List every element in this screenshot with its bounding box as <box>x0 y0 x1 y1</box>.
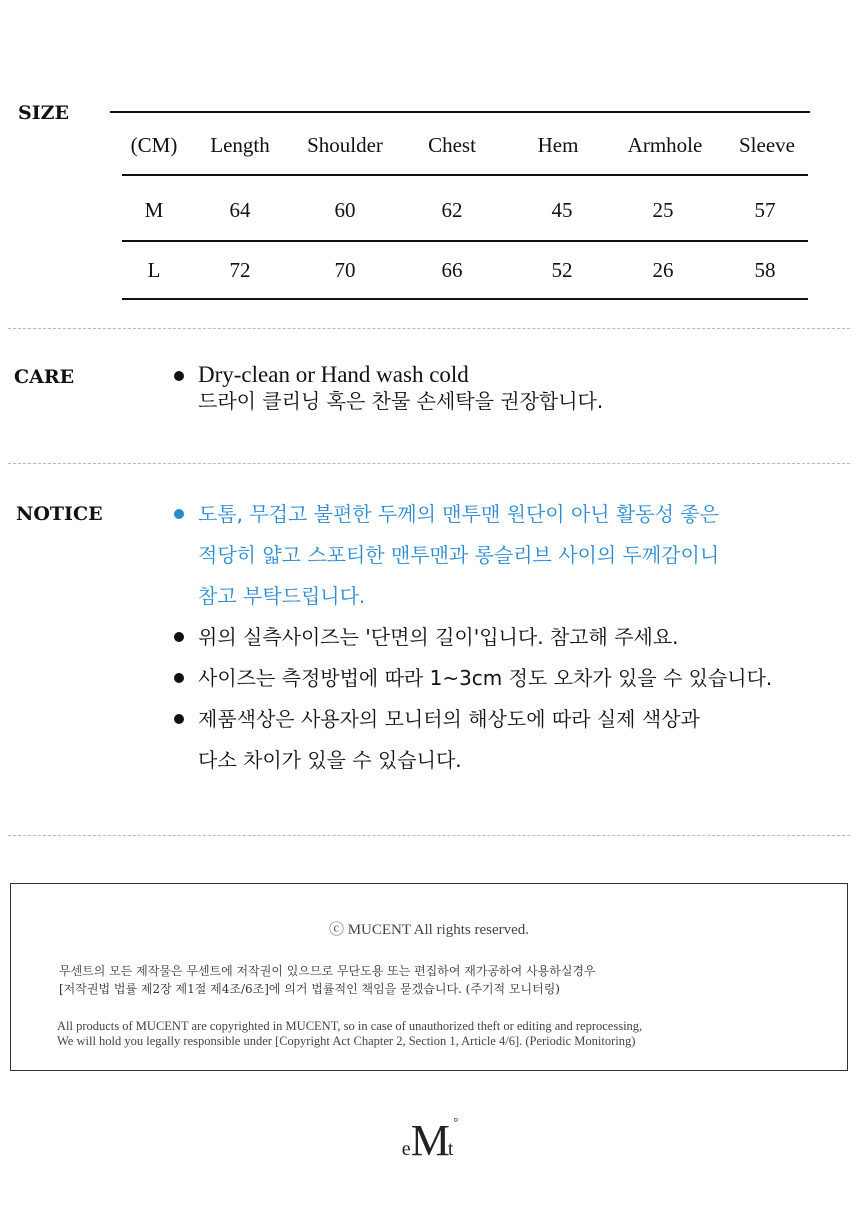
size-row-l-armhole: 26 <box>652 258 674 282</box>
notice-item <box>172 658 772 699</box>
size-header-unit: (CM) <box>130 133 178 157</box>
bullet-icon <box>174 673 184 683</box>
section-divider <box>8 328 850 329</box>
notice-item <box>172 699 772 781</box>
notice-item-text: 사이즈는 측정방법에 따라 1~3cm 정도 오차가 있을 수 있습니다. <box>198 666 773 690</box>
size-row-l-sleeve: 58 <box>754 258 776 282</box>
size-row-l-shoulder: 70 <box>334 258 356 282</box>
size-header-length: Length <box>210 133 270 157</box>
bullet-icon <box>174 632 184 642</box>
size-table-header-rule <box>122 174 808 176</box>
size-header-chest: Chest <box>428 133 476 157</box>
size-row-l-hem: 52 <box>551 258 573 282</box>
care-item-english: Dry-clean or Hand wash cold <box>198 362 469 387</box>
copyright-title: ⓒ MUCENT All rights reserved. <box>328 922 530 938</box>
size-table-row-rule <box>122 240 808 242</box>
copyright-korean-line: 무센트의 모든 제작물은 무센트에 저작권이 있으므로 무단도용 또는 편집하여 재가공하여 사용하실경우 <box>59 964 596 978</box>
size-row-m-length: 64 <box>229 198 251 222</box>
size-header-hem: Hem <box>537 133 579 157</box>
logo-mark: ° <box>453 1115 459 1129</box>
care-item <box>172 362 603 414</box>
bullet-icon <box>174 509 184 519</box>
notice-item-text: 다소 차이가 있을 수 있습니다. <box>198 748 462 772</box>
care-list <box>172 362 603 414</box>
logo-letter-m: M <box>410 1116 448 1165</box>
size-row-l-size: L <box>147 258 161 282</box>
care-item-korean: 드라이 클리닝 혹은 찬물 손세탁을 권장합니다. <box>198 389 604 413</box>
size-row-l-chest: 66 <box>441 258 463 282</box>
notice-list <box>172 494 772 781</box>
size-row-m-sleeve: 57 <box>754 198 776 222</box>
size-row-m-size: M <box>144 198 164 222</box>
copyright-korean-line: [저작권법 법률 제2장 제1절 제4조/6조]에 의거 법률적인 책임을 묻겠습니다. (주기적 모니터링) <box>59 982 560 996</box>
copyright-notice-box <box>10 883 848 1071</box>
notice-highlight-line: 참고 부탁드립니다. <box>198 584 366 608</box>
logo-letter-t: t <box>447 1138 454 1160</box>
notice-highlight-item <box>172 494 772 617</box>
notice-item <box>172 617 772 658</box>
care-section-label: CARE <box>14 366 75 388</box>
size-table-bottom-rule <box>122 298 808 300</box>
section-divider <box>8 835 850 836</box>
size-row-l-length: 72 <box>229 258 251 282</box>
size-row-m-armhole: 25 <box>652 198 674 222</box>
notice-section-label: NOTICE <box>16 503 103 525</box>
bullet-icon <box>174 371 184 381</box>
size-row-m-hem: 45 <box>551 198 573 222</box>
notice-item-text: 제품색상은 사용자의 모니터의 해상도에 따라 실제 색상과 <box>198 707 700 731</box>
size-header-armhole: Armhole <box>627 133 703 157</box>
copyright-english-text <box>57 1019 642 1049</box>
size-header-sleeve: Sleeve <box>739 133 795 157</box>
notice-item-text: 위의 실측사이즈는 '단면의 길이'입니다. 참고해 주세요. <box>198 625 679 649</box>
brand-logo <box>0 1115 860 1166</box>
copyright-korean-text <box>59 962 596 998</box>
bullet-icon <box>174 714 184 724</box>
notice-highlight-line: 도톰, 무겁고 불편한 두께의 맨투맨 원단이 아닌 활동성 좋은 <box>198 502 719 526</box>
section-divider <box>8 463 850 464</box>
size-header-shoulder: Shoulder <box>307 133 383 157</box>
copyright-english-line: All products of MUCENT are copyrighted in MUCENT, so in case of unauthorized theft or editing and reprocessing, <box>57 1019 643 1033</box>
notice-highlight-line: 적당히 얇고 스포티한 맨투맨과 롱슬리브 사이의 두께감이니 <box>198 543 720 567</box>
size-section-label: SIZE <box>18 102 69 124</box>
copyright-english-line: We will hold you legally responsible under [Copyright Act Chapter 2, Section 1, Article 4/6]. (Periodic Monitoring) <box>57 1034 636 1048</box>
size-row-m-shoulder: 60 <box>334 198 356 222</box>
logo-letter-e: e <box>401 1138 411 1160</box>
size-row-m-chest: 62 <box>441 198 463 222</box>
size-table-top-rule <box>110 111 810 113</box>
